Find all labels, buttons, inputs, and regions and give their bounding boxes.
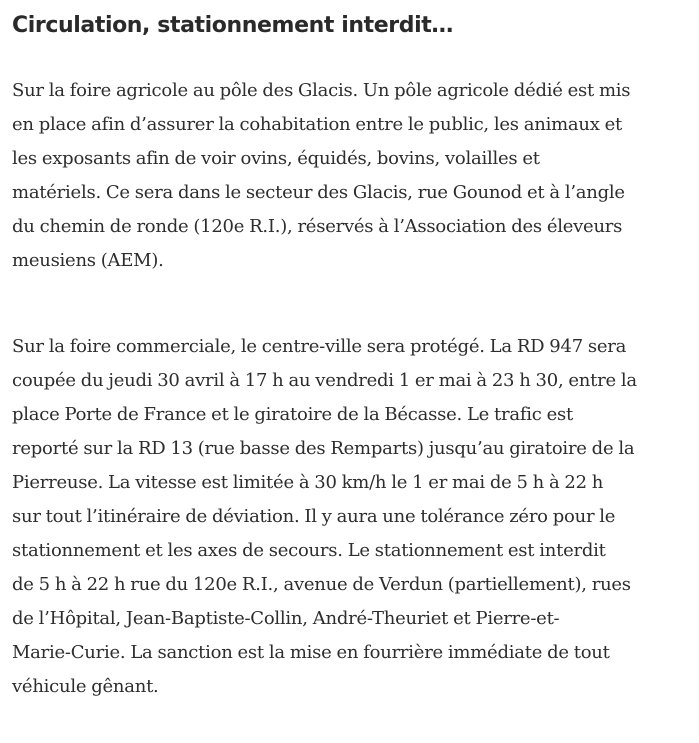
text-line: Pierreuse. La vitesse est limitée à 30 km/h le 1 er mai de 5 h à 22 h [12,472,604,493]
text-line: Sur la foire agricole au pôle des Glacis. Un pôle agricole dédié est mis [12,80,631,101]
text-line: coupée du jeudi 30 avril à 17 h au vendredi 1 er mai à 23 h 30, entre la [12,370,637,391]
text-line: sur tout l’itinéraire de déviation. Il y aura une tolérance zéro pour le [12,506,616,527]
text-line: les exposants afin de voir ovins, équidés, bovins, volailles et [12,148,540,169]
paragraph-commercial-fair [12,330,694,704]
article [12,0,694,697]
text-line: de l’Hôpital, Jean-Baptiste-Collin, André-Theuriet et Pierre-et- [12,608,560,629]
text-line: meusiens (AEM). [12,250,164,271]
text-line: de 5 h à 22 h rue du 120e R.I., avenue de Verdun (partiellement), rues [12,574,631,595]
text-line: véhicule gênant. [12,676,159,697]
text-line: stationnement et les axes de secours. Le stationnement est interdit [12,540,606,561]
text-line: reporté sur la RD 13 (rue basse des Remparts) jusqu’au giratoire de la [12,438,635,459]
text-line: Sur la foire commerciale, le centre-ville sera protégé. La RD 947 sera [12,336,627,357]
text-line: du chemin de ronde (120e R.I.), réservés à l’Association des éleveurs [12,216,623,237]
paragraph-agricultural-fair [12,74,694,278]
article-heading: Circulation, stationnement interdit… [12,13,453,38]
text-line: en place afin d’assurer la cohabitation entre le public, les animaux et [12,114,622,135]
text-line: place Porte de France et le giratoire de la Bécasse. Le trafic est [12,404,573,425]
text-line: Marie-Curie. La sanction est la mise en fourrière immédiate de tout [12,642,610,663]
text-line: matériels. Ce sera dans le secteur des Glacis, rue Gounod et à l’angle [12,182,625,203]
